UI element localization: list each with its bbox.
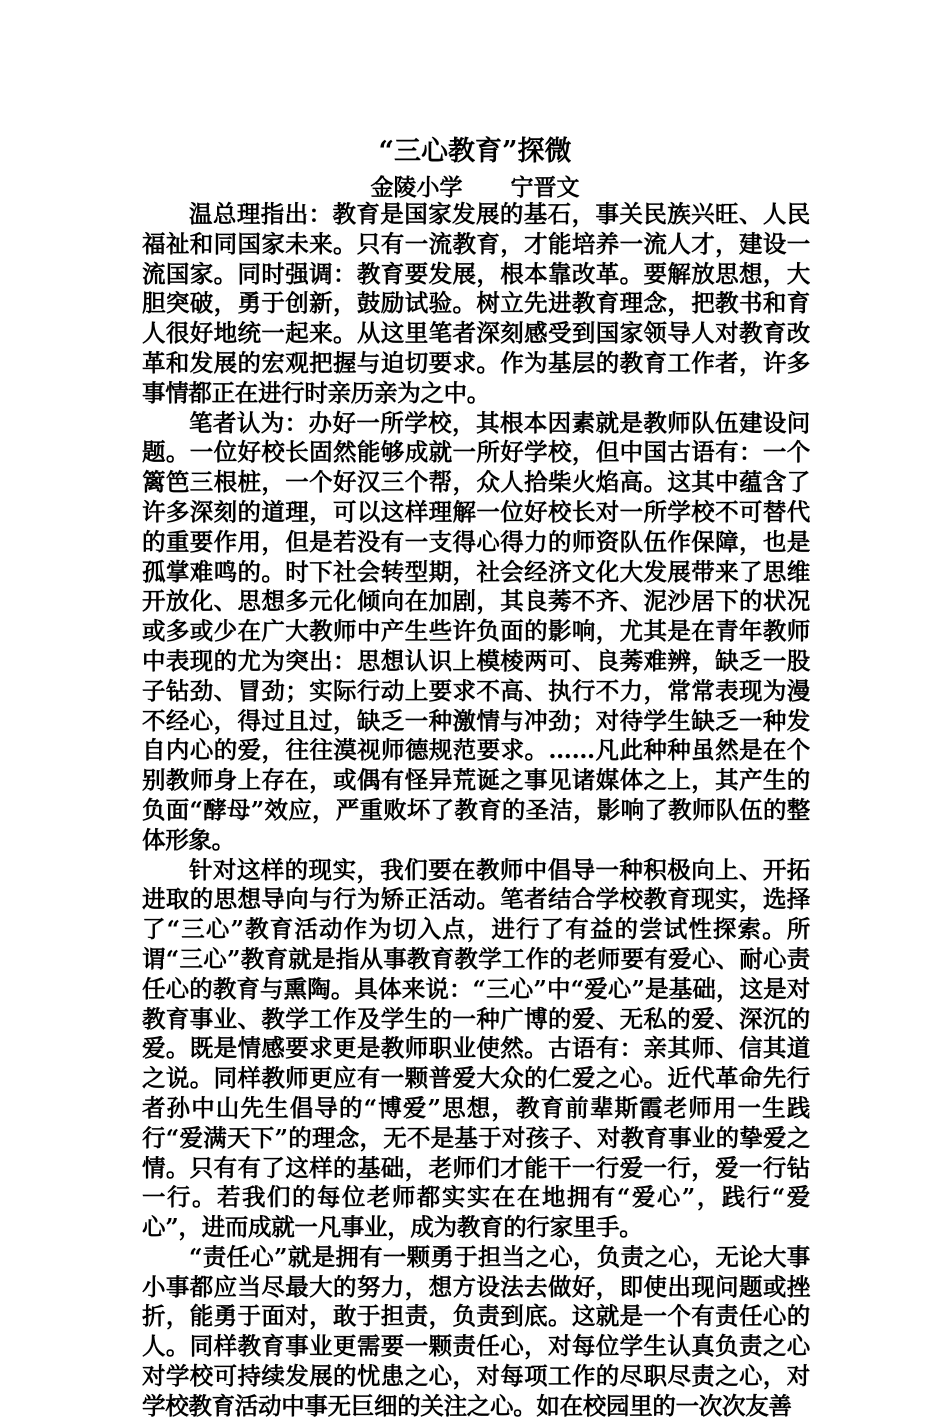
document-body xyxy=(142,200,810,1420)
paragraph-3: 针对这样的现实，我们要在教师中倡导一种积极向上、开拓进取的思想导向与行为矫正活动。笔者结合学校教育现实，选择了“三心”教育活动作为切入点，进行了有益的尝试性探索。所谓“三心”教育就是指从事教育教学工作的老师要有爱心、耐心责任心的教育与熏陶。具体来说：“三心”中“爱心”是基础，这是对教育事业、教学工作及学生的一种广博的爱、无私的爱、深沉的爱。既是情感要求更是教师职业使然。古语有：亲其师、信其道之说。同样教师更应有一颗普爱大众的仁爱之心。近代革命先行者孙中山先生倡导的“博爱”思想，教育前辈斯霞老师用一生践行“爱满天下”的理念，无不是基于对孩子、对教育事业的挚爱之情。只有有了这样的基础，老师们才能干一行爱一行，爱一行钻一行。若我们的每位老师都实实在在地拥有“爱心”，践行“爱心”，进而成就一凡事业，成为教育的行家里手。 xyxy=(142,855,810,1242)
author-byline: 金陵小学 宁晋文 xyxy=(370,174,580,201)
paragraph-4: “责任心”就是拥有一颗勇于担当之心，负责之心，无论大事小事都应当尽最大的努力，想方设法去做好，即使出现问题或挫折，能勇于面对，敢于担责，负责到底。这就是一个有责任心的人。同样教育事业更需要一颗责任心，对每位学生认真负责之心对学校可持续发展的忧患之心，对每项工作的尽职尽责之心，对学校教育活动中事无巨细的关注之心。如在校园里的一次次友善 xyxy=(142,1242,810,1420)
paragraph-2: 笔者认为：办好一所学校，其根本因素就是教师队伍建设问题。一位好校长固然能够成就一所好学校，但中国古语有：一个篱笆三根桩，一个好汉三个帮，众人拾柴火焰高。这其中蕴含了许多深刻的道理，可以这样理解一位好校长对一所学校不可替代的重要作用，但是若没有一支得心得力的师资队伍作保障，也是孤掌难鸣的。时下社会转型期，社会经济文化大发展带来了思维开放化、思想多元化倾向在加剧，其良莠不齐、泥沙居下的状况或多或少在广大教师中产生些许负面的影响，尤其是在青年教师中表现的尤为突出：思想认识上模棱两可、良莠难辨，缺乏一股子钻劲、冒劲；实际行动上要求不高、执行不力，常常表现为漫不经心，得过且过，缺乏一种激情与冲劲；对待学生缺乏一种发自内心的爱，往往漠视师德规范要求。……凡此种种虽然是在个别教师身上存在，或偶有怪异荒诞之事见诸媒体之上，其产生的负面“酵母”效应，严重败坏了教育的圣洁，影响了教师队伍的整体形象。 xyxy=(142,408,810,854)
document-title: “三心教育”探微 xyxy=(378,136,572,167)
paragraph-1: 温总理指出：教育是国家发展的基石，事关民族兴旺、人民福祉和同国家未来。只有一流教育，才能培养一流人才，建设一流国家。同时强调：教育要发展，根本靠改革。要解放思想，大胆突破，勇于创新，鼓励试验。树立先进教育理念，把教书和育人很好地统一起来。从这里笔者深刻感受到国家领导人对教育改革和发展的宏观把握与迫切要求。作为基层的教育工作者，许多事情都正在进行时亲历亲为之中。 xyxy=(142,200,810,407)
